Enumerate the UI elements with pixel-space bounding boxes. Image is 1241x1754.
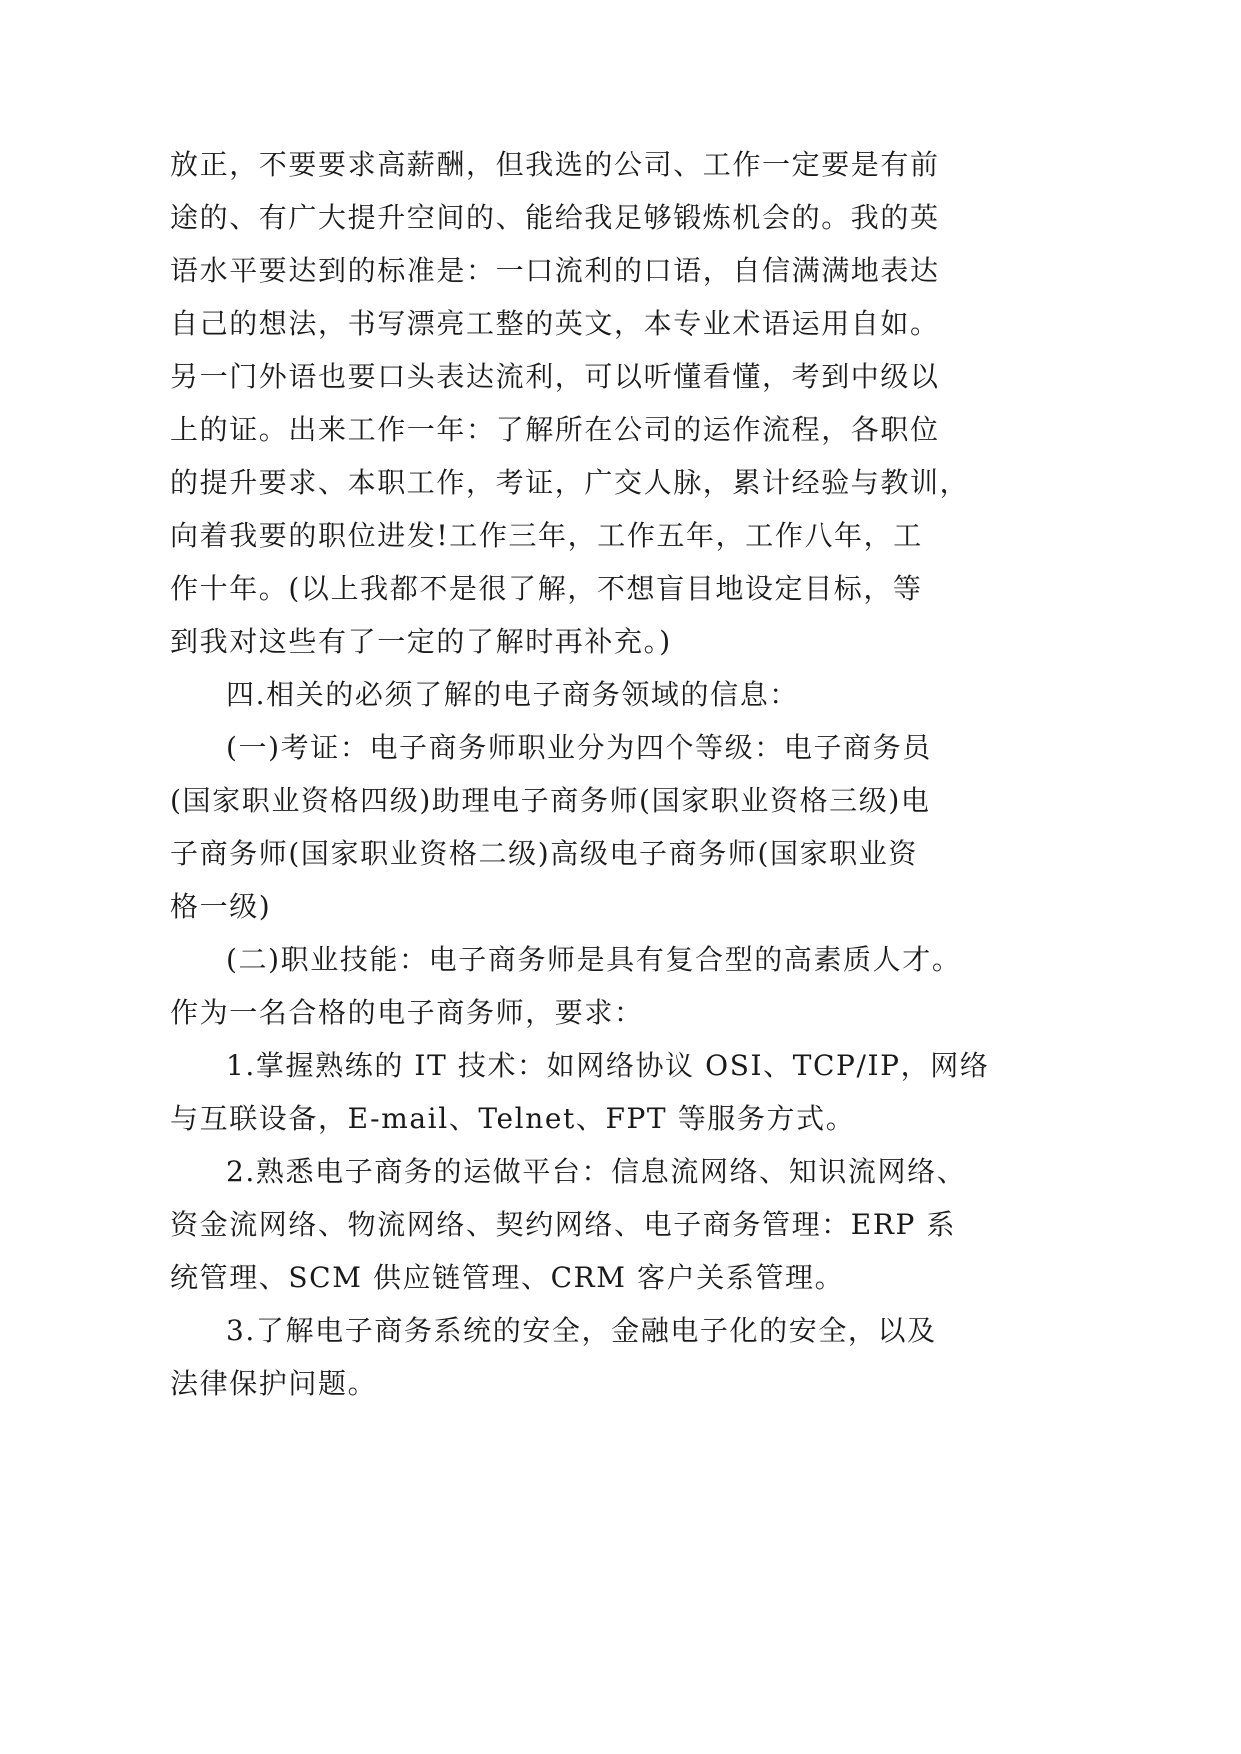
text-line: 格一级) [170, 890, 272, 923]
text-line: 作为一名合格的电子商务师，要求： [170, 996, 644, 1029]
text-line: 的提升要求、本职工作，考证，广交人脉，累计经验与教训， [170, 466, 970, 499]
text-line: 自己的想法，书写漂亮工整的英文，本专业术语运用自如。 [170, 307, 940, 340]
list-item-start: 3.了解电子商务系统的安全，金融电子化的安全，以及 [226, 1314, 937, 1347]
paragraph-start: (一)考证：电子商务师职业分为四个等级：电子商务员 [226, 731, 932, 764]
text-line: 放正，不要要求高薪酬，但我选的公司、工作一定要是有前 [170, 148, 940, 181]
text-line: 作十年。(以上我都不是很了解，不想盲目地设定目标，等 [170, 572, 923, 605]
text-line: 到我对这些有了一定的了解时再补充。) [170, 625, 672, 658]
text-line: 向着我要的职位进发!工作三年，工作五年，工作八年，工 [170, 519, 923, 552]
text-line: 统管理、SCM 供应链管理、CRM 客户关系管理。 [170, 1261, 845, 1294]
list-item-start: 2.熟悉电子商务的运做平台：信息流网络、知识流网络、 [226, 1155, 967, 1188]
text-line: 与互联设备，E-mail、Telnet、FPT 等服务方式。 [170, 1102, 856, 1135]
text-line: 另一门外语也要口头表达流利，可以听懂看懂，考到中级以 [170, 360, 940, 393]
text-line: 资金流网络、物流网络、契约网络、电子商务管理：ERP 系 [170, 1208, 957, 1241]
text-line: 法律保护问题。 [170, 1367, 378, 1400]
paragraph-start: (二)职业技能：电子商务师是具有复合型的高素质人才。 [226, 943, 962, 976]
text-line: 上的证。出来工作一年：了解所在公司的运作流程，各职位 [170, 413, 940, 446]
text-line: 子商务师(国家职业资格二级)高级电子商务师(国家职业资 [170, 837, 918, 870]
text-line: 语水平要达到的标准是：一口流利的口语，自信满满地表达 [170, 254, 940, 287]
list-item-start: 1.掌握熟练的 IT 技术：如网络协议 OSI、TCP/IP，网络 [226, 1049, 990, 1082]
text-line: (国家职业资格四级)助理电子商务师(国家职业资格三级)电 [170, 784, 931, 817]
text-line: 途的、有广大提升空间的、能给我足够锻炼机会的。我的英 [170, 201, 940, 234]
section-heading: 四.相关的必须了解的电子商务领域的信息： [226, 678, 799, 711]
